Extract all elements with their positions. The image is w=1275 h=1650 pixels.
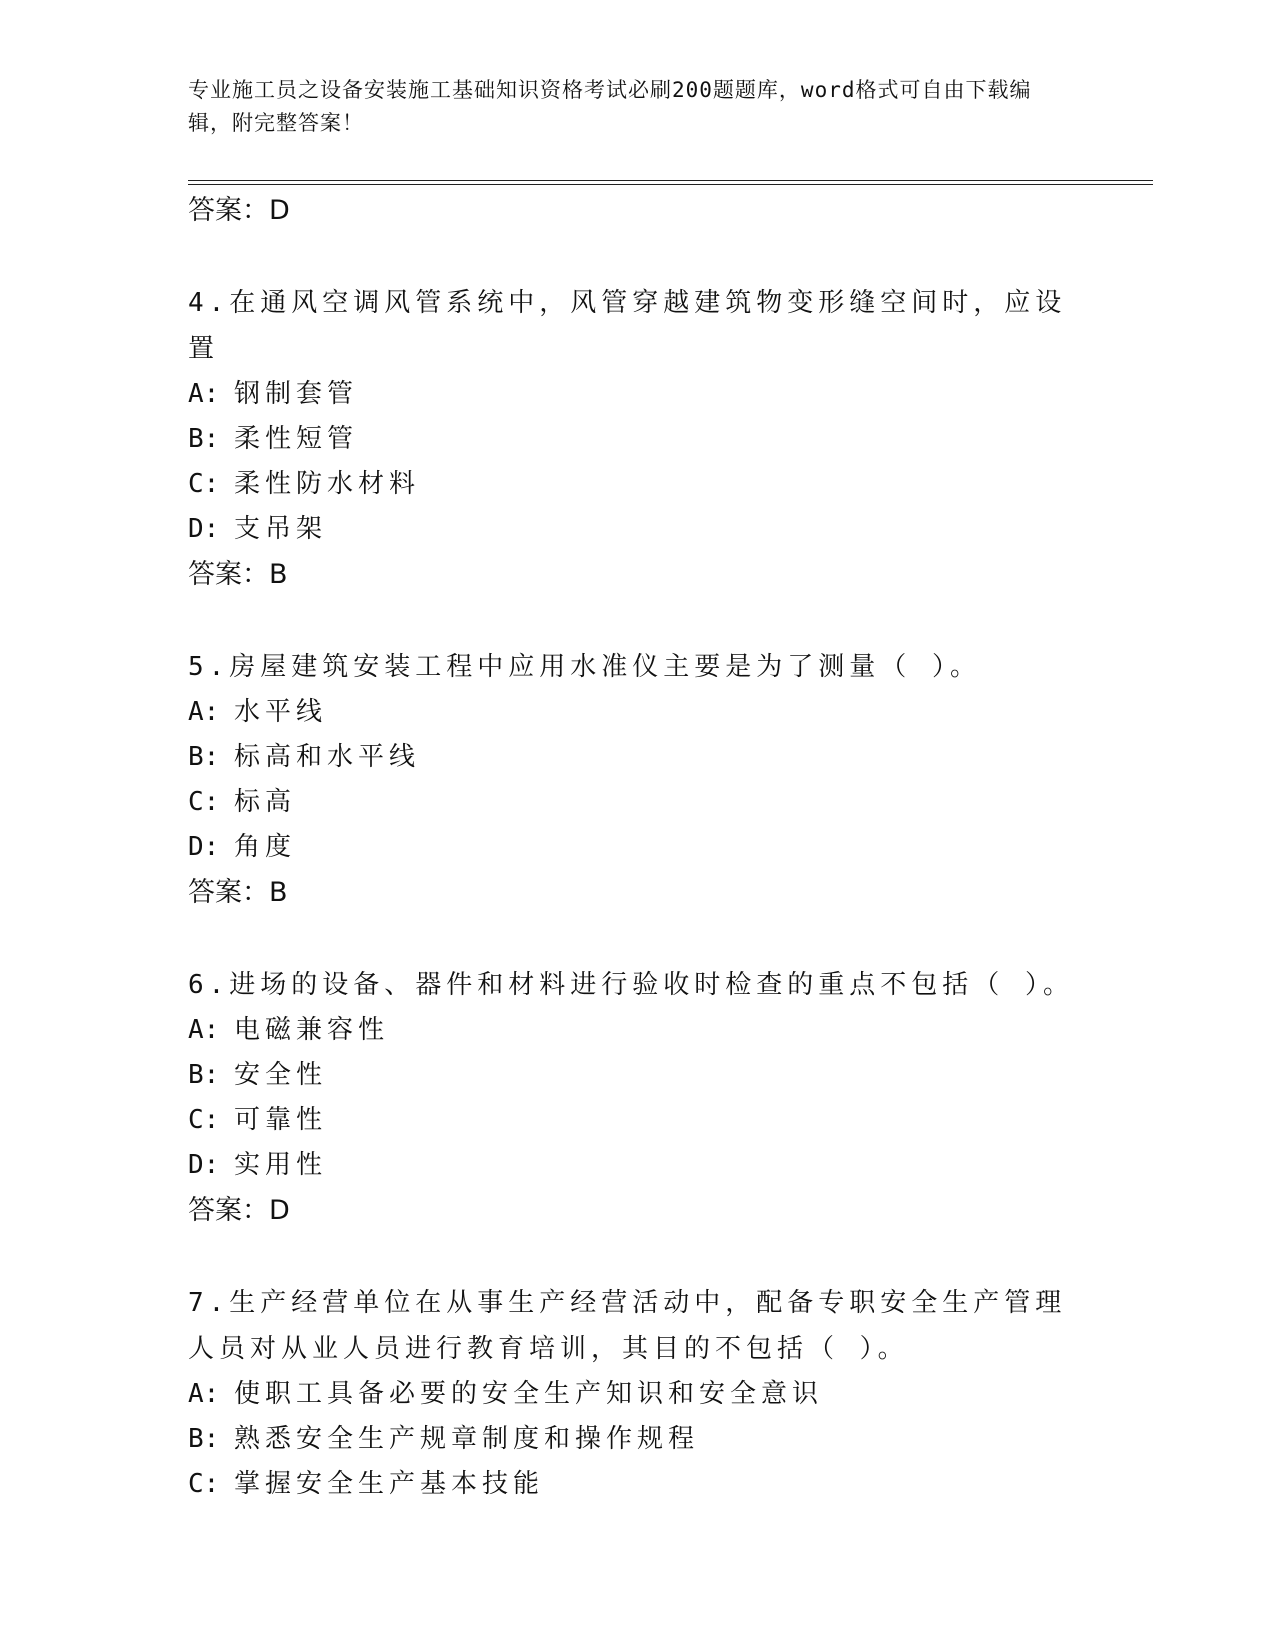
option-text: 柔性防水材料 bbox=[234, 469, 421, 499]
answer: 答案：B bbox=[188, 559, 288, 590]
option-text: 角度 bbox=[234, 832, 297, 862]
option-c bbox=[188, 462, 1088, 507]
option-label: C: bbox=[188, 1469, 220, 1499]
answer: 答案：B bbox=[188, 877, 288, 908]
question-4 bbox=[188, 280, 1088, 598]
option-label: A: bbox=[188, 379, 220, 409]
option-text: 标高和水平线 bbox=[234, 742, 421, 772]
option-label: D: bbox=[188, 514, 220, 544]
document-header: 专业施工员之设备安装施工基础知识资格考试必刷200题题库，word格式可自由下载编辑，附完整答案！ bbox=[188, 78, 1032, 135]
option-label: A: bbox=[188, 1015, 220, 1045]
option-text: 熟悉安全生产规章制度和操作规程 bbox=[234, 1424, 700, 1454]
option-d bbox=[188, 825, 1088, 870]
option-label: B: bbox=[188, 1060, 220, 1090]
question-text: 5.房屋建筑安装工程中应用水准仪主要是为了测量（ ）。 bbox=[188, 652, 981, 682]
option-label: D: bbox=[188, 832, 220, 862]
option-label: A: bbox=[188, 697, 220, 727]
question-text: 6.进场的设备、器件和材料进行验收时检查的重点不包括（ ）。 bbox=[188, 970, 1074, 1000]
option-label: C: bbox=[188, 1105, 220, 1135]
option-label: B: bbox=[188, 742, 220, 772]
option-d bbox=[188, 507, 1088, 552]
option-text: 掌握安全生产基本技能 bbox=[234, 1469, 545, 1499]
option-d bbox=[188, 1143, 1088, 1188]
option-text: 水平线 bbox=[234, 697, 328, 727]
option-b bbox=[188, 735, 1088, 780]
option-text: 支吊架 bbox=[234, 514, 328, 544]
option-text: 标高 bbox=[234, 787, 297, 817]
option-label: C: bbox=[188, 469, 220, 499]
question-7 bbox=[188, 1280, 1088, 1507]
option-label: B: bbox=[188, 1424, 220, 1454]
question-text: 4.在通风空调风管系统中，风管穿越建筑物变形缝空间时，应设置 bbox=[188, 288, 1067, 364]
option-a bbox=[188, 690, 1088, 735]
option-text: 使职工具备必要的安全生产知识和安全意识 bbox=[234, 1379, 824, 1409]
header-rule-bottom bbox=[188, 184, 1153, 185]
header-rule-top bbox=[188, 180, 1153, 181]
option-label: A: bbox=[188, 1379, 220, 1409]
question-6 bbox=[188, 962, 1088, 1234]
question-5 bbox=[188, 644, 1088, 916]
option-text: 电磁兼容性 bbox=[234, 1015, 390, 1045]
option-text: 实用性 bbox=[234, 1150, 328, 1180]
option-label: B: bbox=[188, 424, 220, 454]
option-text: 可靠性 bbox=[234, 1105, 328, 1135]
option-a bbox=[188, 1372, 1088, 1417]
option-a bbox=[188, 372, 1088, 417]
option-b bbox=[188, 417, 1088, 462]
option-label: D: bbox=[188, 1150, 220, 1180]
option-text: 安全性 bbox=[234, 1060, 328, 1090]
question-list bbox=[188, 188, 1088, 1507]
option-text: 柔性短管 bbox=[234, 424, 359, 454]
option-c bbox=[188, 780, 1088, 825]
option-a bbox=[188, 1008, 1088, 1053]
option-label: C: bbox=[188, 787, 220, 817]
option-c bbox=[188, 1098, 1088, 1143]
answer: 答案：D bbox=[188, 1195, 290, 1226]
option-text: 钢制套管 bbox=[234, 379, 359, 409]
option-c bbox=[188, 1462, 1088, 1507]
question-text: 7.生产经营单位在从事生产经营活动中，配备专职安全生产管理人员对从业人员进行教育培训，其目的不包括（ ）。 bbox=[188, 1288, 1067, 1364]
previous-answer: 答案：D bbox=[188, 195, 290, 226]
option-b bbox=[188, 1417, 1088, 1462]
option-b bbox=[188, 1053, 1088, 1098]
